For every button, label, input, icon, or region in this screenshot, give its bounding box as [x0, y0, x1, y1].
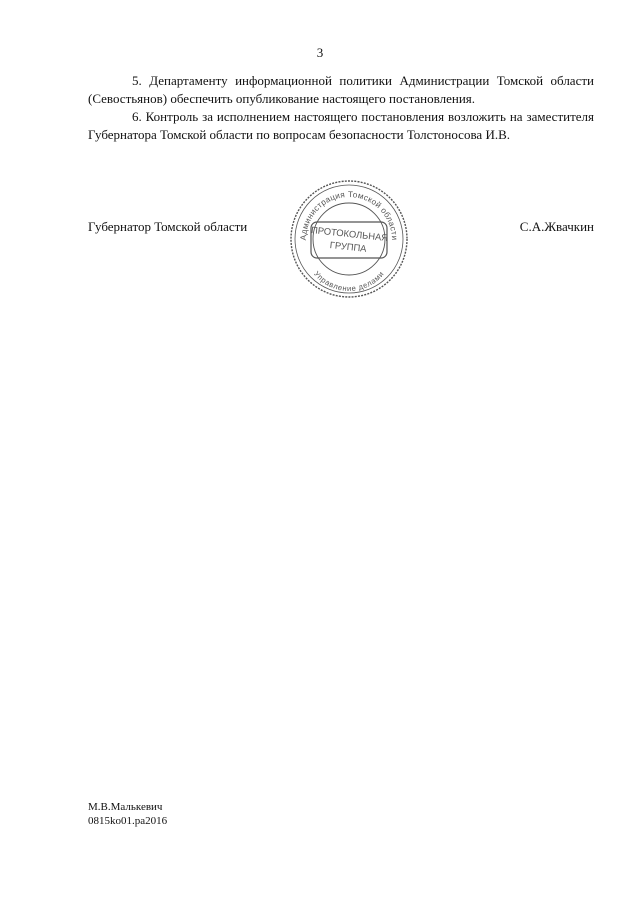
executor-name: М.В.Малькевич [88, 801, 163, 813]
svg-text:Управление делами [312, 269, 386, 293]
stamp-bottom-text: Управление делами [312, 269, 386, 294]
paragraph-5: 5. Департаменту информационной политики Администрации Томской области (Севостьянов) обеспечить опубликование настоящего постановления. [88, 73, 594, 106]
stamp-center-line-2: ГРУППА [329, 239, 368, 254]
stamp-top-text: Администрация Томской области [298, 189, 400, 241]
stamp-seal-graphic [286, 176, 412, 302]
signer-name: С.А.Жвачкин [519, 219, 594, 234]
footer-block [88, 800, 167, 828]
stamp-center-line-1: ПРОТОКОЛЬНАЯ [310, 224, 389, 244]
official-stamp [286, 176, 412, 302]
document-body [88, 72, 594, 144]
file-code: 0815ko01.pa2016 [88, 815, 168, 827]
signer-title: Губернатор Томской области [88, 219, 248, 234]
page-number: 3 [316, 45, 324, 60]
paragraph-6: 6. Контроль за исполнением настоящего постановления возложить на заместителя Губернатора Томской области по вопросам безопасности Толстоносова И.В. [88, 109, 594, 142]
